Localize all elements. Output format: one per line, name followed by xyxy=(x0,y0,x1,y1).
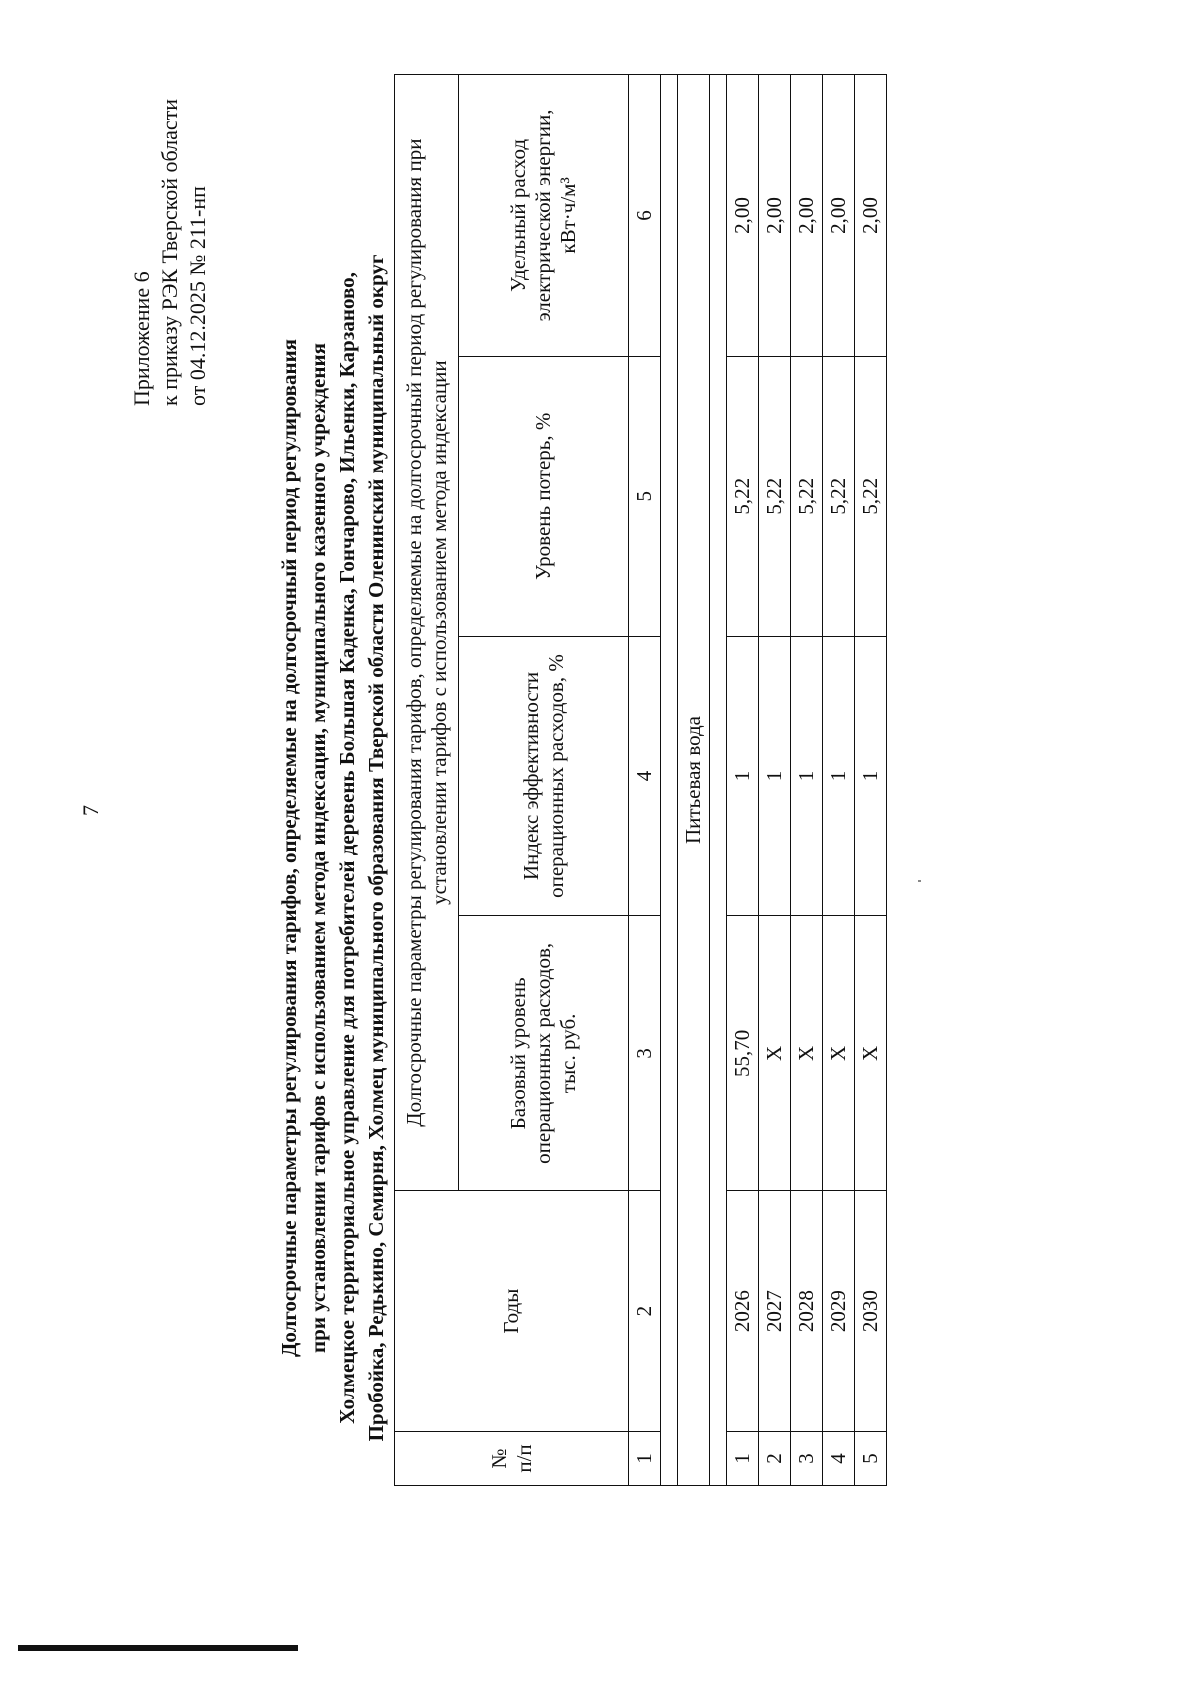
header-no: № п/п xyxy=(395,1432,629,1486)
cell-base: Х xyxy=(759,916,791,1191)
cell-energy: 2,00 xyxy=(855,75,887,357)
column-numbering-row xyxy=(629,75,661,1486)
cell-base: 55,70 xyxy=(727,916,759,1191)
header-years: Годы xyxy=(395,1191,629,1432)
spacer-row xyxy=(661,75,678,1486)
title-line-4: Пробойка, Редькино, Семирня, Холмец муниципального образования Тверской области Оленинский муниципальный округ xyxy=(364,254,388,1442)
column-number: 5 xyxy=(629,356,661,636)
cell-loss: 5,22 xyxy=(855,356,887,636)
appendix-line-1: Приложение 6 xyxy=(129,271,154,406)
cell-index: 1 xyxy=(855,636,887,916)
table-row xyxy=(791,75,823,1486)
column-number: 6 xyxy=(629,75,661,357)
table-row xyxy=(823,75,855,1486)
table-row xyxy=(855,75,887,1486)
cell-energy: 2,00 xyxy=(759,75,791,357)
cell-no: 4 xyxy=(823,1432,855,1486)
page-number: 7 xyxy=(78,805,103,816)
cell-year: 2027 xyxy=(759,1191,791,1432)
parameters-table xyxy=(394,74,887,1486)
cell-energy: 2,00 xyxy=(727,75,759,357)
header-efficiency-index: Индекс эффективности операционных расходов, % xyxy=(459,636,629,916)
cell-energy: 2,00 xyxy=(823,75,855,357)
cell-base: Х xyxy=(823,916,855,1191)
cell-year: 2029 xyxy=(823,1191,855,1432)
appendix-block xyxy=(128,99,212,406)
cell-loss: 5,22 xyxy=(823,356,855,636)
section-label: Питьевая вода xyxy=(678,75,710,1486)
header-loss-level: Уровень потерь, % xyxy=(459,356,629,636)
cell-year: 2028 xyxy=(791,1191,823,1432)
header-energy-rate: Удельный расход электрической энергии, кВт·ч/м³ xyxy=(459,75,629,357)
appendix-line-2: к приказу РЭК Тверской области xyxy=(157,98,182,406)
cell-index: 1 xyxy=(759,636,791,916)
cell-year: 2030 xyxy=(855,1191,887,1432)
cell-index: 1 xyxy=(727,636,759,916)
cell-index: 1 xyxy=(823,636,855,916)
cell-base: Х xyxy=(855,916,887,1191)
cell-loss: 5,22 xyxy=(727,356,759,636)
cell-loss: 5,22 xyxy=(791,356,823,636)
header-row-1 xyxy=(395,75,459,1486)
cell-index: 1 xyxy=(791,636,823,916)
header-base-opex: Базовый уровень операционных расходов, тыс. руб. xyxy=(459,916,629,1191)
document-title xyxy=(275,210,391,1486)
column-number: 2 xyxy=(629,1191,661,1432)
table-row xyxy=(759,75,791,1486)
cell-energy: 2,00 xyxy=(791,75,823,357)
header-group: Долгосрочные параметры регулирования тарифов, определяемые на долгосрочный период регулирования при установлении тарифов с использованием метода индексации xyxy=(395,75,459,1191)
title-line-2: при установлении тарифов с использованием метода индексации, муниципального казенного учреждения xyxy=(306,343,330,1353)
title-line-1: Долгосрочные параметры регулирования тарифов, определяемые на долгосрочный период регулирования xyxy=(277,338,301,1358)
spacer-row xyxy=(710,75,727,1486)
cell-base: Х xyxy=(791,916,823,1191)
table-row xyxy=(727,75,759,1486)
column-number: 4 xyxy=(629,636,661,916)
cell-loss: 5,22 xyxy=(759,356,791,636)
column-number: 3 xyxy=(629,916,661,1191)
cell-no: 2 xyxy=(759,1432,791,1486)
cell-no: 1 xyxy=(727,1432,759,1486)
cell-no: 5 xyxy=(855,1432,887,1486)
cell-no: 3 xyxy=(791,1432,823,1486)
cell-year: 2026 xyxy=(727,1191,759,1432)
section-row xyxy=(678,75,710,1486)
column-number: 1 xyxy=(629,1432,661,1486)
appendix-line-3: от 04.12.2025 № 211-нп xyxy=(185,186,210,406)
title-line-3: Холмецкое территориальное управление для потребителей деревень Большая Каденка, Гончарово, Ильенки, Карзаново, xyxy=(335,272,359,1424)
